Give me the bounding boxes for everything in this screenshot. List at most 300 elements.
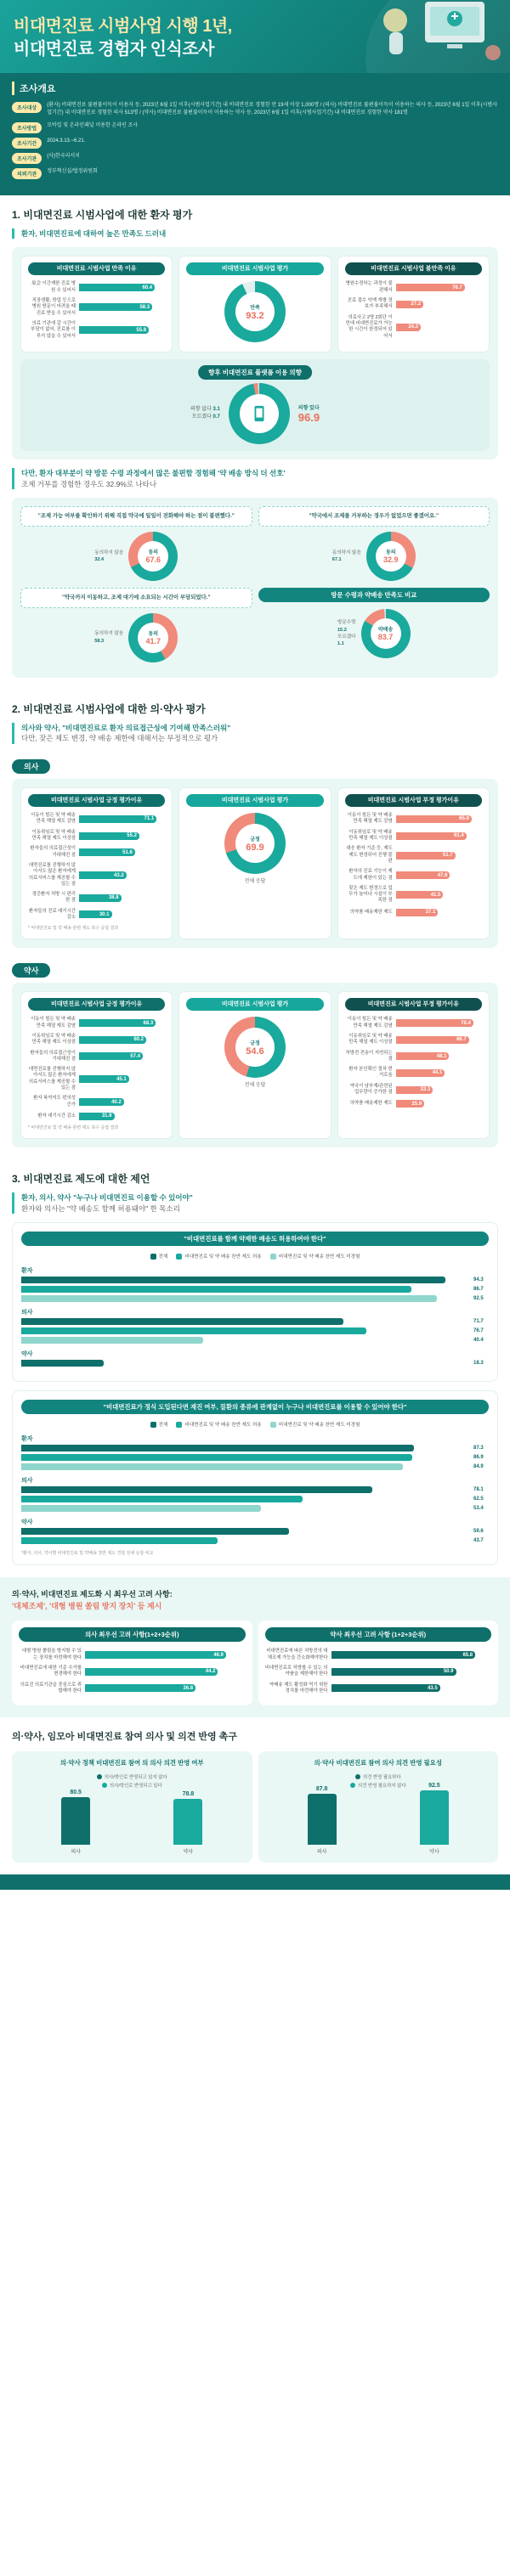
- donut-center: [138, 541, 168, 572]
- bar-track: [21, 1286, 471, 1293]
- bar-row: [345, 886, 482, 905]
- bar-fill: [21, 1505, 261, 1512]
- bar-row: [345, 909, 482, 916]
- bar-track: [21, 1360, 471, 1367]
- donut-center: [235, 824, 275, 863]
- bar-value: 51.7: [442, 853, 453, 859]
- bar-row: [345, 813, 482, 826]
- card-pharmacist-rating: [178, 991, 331, 1139]
- legend-value: 67.1: [332, 556, 342, 562]
- group-pharmacist: [21, 1350, 489, 1367]
- group-label: 의사: [21, 1310, 33, 1316]
- bar-track: [396, 815, 482, 823]
- legend-value: 3.1: [212, 406, 220, 412]
- group-label: 환자: [21, 1436, 33, 1443]
- bar-value: 40.2: [111, 1099, 122, 1105]
- bar-value: 92.5: [428, 1782, 440, 1789]
- bar-track: [396, 1069, 482, 1077]
- bar-value: 48.1: [436, 1053, 447, 1059]
- bar-value: 76.7: [473, 1328, 484, 1334]
- bar-track: [332, 1668, 492, 1676]
- donut-chart: [186, 281, 323, 342]
- bar-track: [396, 324, 482, 331]
- bar-label: 이동취임로 및 약 배송 만족 해열 제도 이상점: [31, 829, 76, 842]
- bar-label: 비대면진료로 처방할 수 있는 의약품을 제한해야 한다: [264, 1666, 328, 1677]
- bar-label: 대면진료를 진행하지 않아서도 많은 환자에게 의료서비스를 제공할 수 있는 점: [28, 1067, 76, 1091]
- bar-fill: [332, 1651, 476, 1659]
- bar-value: 44.2: [205, 1669, 216, 1675]
- bar-row: [21, 1277, 489, 1283]
- bar-track: [21, 1454, 471, 1461]
- main-label: 의향 있다: [298, 405, 320, 411]
- bar-value: 68.3: [143, 1020, 154, 1026]
- bar-row: [345, 1034, 482, 1046]
- bar-row: [21, 1295, 489, 1302]
- bar-value: 45.1: [116, 1076, 127, 1082]
- bar-fill: [79, 1036, 146, 1044]
- main-value: 96.9: [298, 410, 320, 424]
- bar-track: [79, 1098, 165, 1106]
- card-dissatisfaction-reasons: [337, 256, 490, 352]
- future-use-chart: [20, 359, 490, 451]
- legend-value: 15.2: [337, 627, 347, 633]
- bar-fill: [79, 1098, 124, 1106]
- legend-label: 비대면진료 및 약 배송 찬반 제도 허용: [184, 1423, 262, 1429]
- section-5: [0, 1717, 510, 1874]
- info-row: [12, 153, 498, 164]
- mini-legend: [332, 550, 361, 564]
- bar-fill: [79, 848, 135, 856]
- bar-value: 24.3: [408, 324, 419, 330]
- legend-label: 비대면진료 및 약 배송 찬반 제도 미경험: [278, 1254, 360, 1260]
- bar-row: [21, 1486, 489, 1493]
- bar-fill: [79, 1019, 156, 1027]
- bar-track: [396, 1052, 482, 1060]
- card-header: 비대면진료 시범사업 불만족 이유: [345, 262, 482, 275]
- bar-value: 66.7: [456, 1037, 467, 1043]
- doctor-card-row: [20, 787, 490, 939]
- bar-caption: 약사: [183, 1849, 194, 1855]
- bar-track: [396, 1019, 482, 1027]
- bar-row: [28, 892, 165, 905]
- section-1-cards: [20, 256, 490, 352]
- bar-value: 86.9: [473, 1455, 484, 1461]
- subhead-doctor: 의사: [12, 759, 50, 774]
- bar-caption: 의사: [71, 1849, 81, 1855]
- bar-value: 57.4: [130, 1053, 140, 1059]
- card-opinion-needed: [258, 1751, 499, 1862]
- legend-label: 비대면진료 및 약 배송 찬반 제도 미경험: [278, 1423, 360, 1429]
- bar-track: [79, 894, 165, 902]
- bar-track: [79, 910, 165, 918]
- bar-label: 이동이 힘든 및 약 배송 만족 해열 제도 감염: [31, 813, 76, 825]
- legend-item: [176, 1421, 261, 1428]
- card-header: 비대면진료 시범사업 평가: [186, 794, 323, 807]
- info-tag: 조사기간: [12, 138, 42, 149]
- bar-value: 55.8: [136, 327, 147, 333]
- legend-item: [190, 414, 220, 421]
- section-4-cards: [12, 1621, 498, 1705]
- info-tag: 조사기관: [12, 153, 42, 164]
- bar-track: [79, 326, 165, 334]
- bar-fill: [332, 1684, 440, 1692]
- bar-row: [345, 1017, 482, 1029]
- bar-value: 78.8: [182, 1790, 195, 1797]
- bar-fill: [396, 1052, 450, 1060]
- donut-ring: [229, 383, 290, 444]
- donut-label: 긍정: [250, 837, 260, 843]
- legend-label: 동의하지 않음: [94, 631, 124, 637]
- hero-illustration-icon: [374, 0, 502, 68]
- bar-fill: [79, 1113, 115, 1120]
- bar-row: [19, 1666, 246, 1678]
- bar-track: [79, 1036, 165, 1044]
- bar-fill: [396, 324, 421, 331]
- donut-caption: 전체 응답: [244, 1083, 266, 1089]
- bar-fill: [21, 1327, 366, 1334]
- bar-track: [79, 1113, 165, 1120]
- section-2-heading: 비대면진료 시범사업에 대한 의·약사 평가: [23, 702, 206, 715]
- bar-track: [85, 1651, 246, 1659]
- bar-label: 환자 대기시간 감소: [37, 1113, 76, 1119]
- donut-chart: [186, 813, 323, 884]
- bar-label: 직장생활, 학업 등으로 병원 방문이 어려울 때 진료 받을 수 있어서: [31, 298, 76, 316]
- card-pharmacist-negative: [337, 991, 490, 1139]
- card-pharmacist-positive: [20, 991, 173, 1139]
- section-3-chart-1: [12, 1222, 498, 1382]
- bar-track: [79, 303, 165, 311]
- bar-track: [396, 301, 482, 308]
- bar-track: [21, 1463, 471, 1470]
- title-line-1: 비대면진료 시범사업 시행 1년,: [14, 17, 232, 36]
- donut-ring: [361, 609, 411, 658]
- pharmacist-card-row: [20, 991, 490, 1139]
- card-doctor-rating: [178, 787, 331, 939]
- section-1-heading: 비대면진료 시범사업에 대한 환자 평가: [23, 208, 193, 221]
- group-label: 의사: [21, 1478, 33, 1485]
- bar-label: 이동이 힘든 및 약 배송 만족 해열 제도 감염: [347, 813, 393, 825]
- section-2-title: [12, 702, 498, 716]
- legend-label: 전체: [158, 1423, 168, 1429]
- bar-track: [396, 832, 482, 840]
- donut-center: [138, 623, 168, 653]
- legend-label: 비대면진료 및 약 배송 찬반 제도 허용: [184, 1254, 262, 1260]
- bar-value: 87.3: [473, 1446, 484, 1451]
- bar-value: 58.3: [139, 304, 150, 310]
- subhead-pharmacist: 약사: [12, 963, 50, 978]
- bar-value: 65.9: [459, 816, 469, 822]
- mini-legend: [94, 550, 123, 564]
- bar-fill: [85, 1668, 218, 1676]
- bar-value: 18.3: [473, 1361, 484, 1367]
- bar-row: [28, 321, 165, 340]
- donut-caption: 전체 응답: [244, 879, 266, 885]
- bar-row: [28, 909, 165, 922]
- section-3-title: [12, 1171, 498, 1186]
- bar-fill: [79, 894, 122, 902]
- card-header: 비대면진료 시범사업 평가: [186, 262, 323, 275]
- bar-fill: [420, 1790, 449, 1845]
- bar-value: 80.5: [70, 1789, 82, 1795]
- bar-track: [21, 1537, 471, 1544]
- bar-fill: [396, 871, 450, 879]
- bar-label: 이동이 힘든 및 약 배송 만족 해열 제도 감염: [347, 1017, 393, 1029]
- bar-row: [265, 1666, 492, 1678]
- bar-track: [21, 1505, 471, 1512]
- bar-track: [396, 1036, 482, 1044]
- future-use-main: [298, 403, 320, 424]
- bar-value: 44.1: [432, 1070, 443, 1076]
- bar-track: [79, 1075, 165, 1083]
- donut-value: 69.9: [246, 842, 264, 853]
- bar-value: 60.4: [142, 285, 153, 290]
- bar-fill: [79, 832, 139, 840]
- legend-item: [270, 1253, 360, 1260]
- bar-label: 의약품 배송제한 제도: [349, 1101, 393, 1107]
- legend-value: 58.3: [94, 638, 105, 644]
- info-text: 모바일 및 온라인패널 이용한 온라인 조사: [47, 122, 139, 128]
- bar-row: [345, 281, 482, 294]
- bar-value: 71.1: [144, 816, 155, 822]
- section-5-title: 의·약사, 임모아 비대면진료 참여 의사 및 의견 반영 촉구: [12, 1732, 237, 1743]
- section-2-number: 2.: [12, 702, 21, 715]
- bar-track: [21, 1277, 471, 1283]
- bar-label: 환자의 진료 기능이 제도에 제한이 있는 점: [348, 869, 393, 881]
- section-1: [0, 195, 510, 690]
- compare-donut: [258, 609, 490, 658]
- quote-pair-2: [20, 588, 490, 662]
- bar-fill: [85, 1684, 196, 1692]
- bar-label: 이동이 힘든 및 약 배송 만족 해열 제도 감염: [31, 1017, 76, 1029]
- group-doctor: [21, 1476, 489, 1512]
- section-3-lead: [12, 1192, 498, 1215]
- bar-fill: [396, 815, 472, 823]
- bar-fill: [21, 1445, 414, 1451]
- quote-col: [258, 506, 490, 581]
- donut-center: [235, 292, 275, 331]
- bar-row: [28, 813, 165, 826]
- chart-note: * 비대면진료 및 약 배송 관련 제도 복수 응답 결과: [28, 926, 119, 932]
- section-1b-lead: [12, 468, 498, 490]
- bar-track: [21, 1445, 471, 1451]
- donut-label: 동의: [148, 632, 159, 638]
- legend-label: 모르겠다: [191, 414, 212, 420]
- bar-track: [79, 815, 165, 823]
- donut-pair: [20, 532, 252, 581]
- bar-value: 60.2: [133, 1037, 144, 1043]
- bar-row: [28, 1113, 165, 1120]
- mini-legend: [94, 630, 123, 645]
- quote-text: "약국까지 이동하고, 조제 대기에 소요되는 시간이 부담되었다.": [20, 588, 252, 608]
- bar-fill: [21, 1295, 437, 1302]
- lead-line-2: '대체조제', '대형 병원 쏠림 방지 장치' 등 제시: [12, 1601, 162, 1610]
- bar-row: [21, 1327, 489, 1334]
- bar-label: 이동취임로 및 약 배송 만족 해열 제도 이상점: [348, 1033, 393, 1046]
- bar-value: 37.1: [425, 910, 436, 916]
- donut-value: 32.9: [382, 555, 399, 565]
- card-header: 의·약사 정책 비대면진료 참여 의 의사 의견 반영 여부: [60, 1759, 204, 1767]
- bar-fill: [173, 1799, 202, 1845]
- group-label: 약사: [21, 1351, 33, 1358]
- bar-row: [19, 1683, 246, 1695]
- bar-label: 이동취임로 및 약 배송 만족 해열 제도 이상점: [31, 1033, 76, 1046]
- bar-row: [28, 1096, 165, 1108]
- bar-track: [79, 871, 165, 879]
- bar-group: [385, 1783, 484, 1855]
- bar-value: 40.4: [473, 1338, 484, 1344]
- bar-label: 의료 기관에 갈 시간이 부담이 없어, 진료를 이루지 않을 수 있어서: [31, 320, 76, 339]
- legend-value: 32.4: [94, 556, 105, 562]
- future-use-title: 향후 비대면진료 플랫폼 이용 의향: [198, 365, 312, 380]
- bar-fill: [21, 1454, 412, 1461]
- bar-value: 41.5: [430, 892, 441, 898]
- card-header: 의사 최우선 고려 사항(1+2+3순위): [19, 1627, 246, 1642]
- bar-value: 62.5: [473, 1497, 484, 1502]
- bar-row: [28, 1017, 165, 1029]
- bar-fill: [79, 815, 156, 823]
- bar-fill: [21, 1337, 203, 1344]
- section-4: [0, 1577, 510, 1717]
- bar-value: 30.1: [99, 911, 110, 917]
- compare-col: [258, 588, 490, 662]
- lead-line-2: 환자와 의사는 "약 배송도 함께 허용돼야" 한 목소리: [21, 1203, 180, 1213]
- legend-label: 의사/학인로 반영되고 있지 않다: [104, 1774, 167, 1780]
- bar-group: [26, 1790, 125, 1855]
- section-3-number: 3.: [12, 1172, 21, 1185]
- mini-legend: [337, 619, 356, 648]
- bar-fill: [396, 832, 467, 840]
- bar-track: [332, 1651, 492, 1659]
- section-1-lead: 환자, 비대면진료에 대하여 높은 만족도 드러내: [12, 228, 498, 240]
- quote-col: [20, 506, 252, 581]
- bar-track: [85, 1668, 246, 1676]
- legend-item: [355, 1773, 401, 1780]
- legend-item: [190, 406, 220, 414]
- card-header: 비대면진료 시범사업 부정 평가이유: [345, 998, 482, 1011]
- group-doctor: [21, 1308, 489, 1344]
- bar-fill: [396, 891, 444, 899]
- group-label: 약사: [21, 1519, 33, 1526]
- bar-row: [21, 1454, 489, 1461]
- bar-fill: [396, 1086, 434, 1094]
- bar-row: [28, 1034, 165, 1046]
- bar-row: [345, 1067, 482, 1079]
- info-row: [12, 102, 498, 118]
- bar-value: 43.2: [114, 872, 124, 878]
- donut-value: 54.6: [246, 1046, 264, 1057]
- lead-line-2: 다만, 잦은 제도 변경, 약 배송 제한에 대해서는 부정적으로 평가: [21, 734, 218, 743]
- bar-row: [265, 1683, 492, 1695]
- chart-footnote: *환자, 의사, 약사별 비대면진료 및 약배송 찬반 제도 경험 전체 응답 비교: [21, 1551, 154, 1557]
- bar-row: [345, 846, 482, 865]
- info-text: 2024.3.13.~6.21.: [47, 138, 86, 144]
- legend-label: 의향 없다: [190, 406, 212, 412]
- bar-fill: [79, 1052, 143, 1060]
- bar-track: [396, 1100, 482, 1108]
- donut-pair: [258, 532, 490, 581]
- bar-value: 53.4: [473, 1506, 484, 1512]
- card-satisfaction-reasons: [20, 256, 173, 352]
- info-text: (환자) 비대면진료 불편불이득이 이용자 등, 2023년 6월 1일 이후(시범사업기간) 내 비대면진료 경험한 만 19세 이상 1,000명 / (의사) 비대면진료 불편불이득이 이용하는 의사 등, 2023년 6월 1일 이후(시범사업기간) 내 비대면진료 경험한 의사 513명 / (약사) 비대면진료 불편불이득이 이용하는 약사 등, 2023년 6월 1일 이후(시범사업기간) 내 비대면진료 경험한 약사 181명: [47, 103, 497, 116]
- bar-row: [21, 1318, 489, 1325]
- legend-item: [176, 1253, 261, 1260]
- donut-center: [235, 1028, 275, 1067]
- bar-row: [345, 830, 482, 843]
- bar-value: 76.7: [452, 285, 462, 290]
- bar-row: [19, 1649, 246, 1661]
- group-patient: [21, 1435, 489, 1470]
- legend-label: 의사/학인로 반영되고 있다: [109, 1783, 162, 1789]
- legend-label: 동의하지 않음: [332, 550, 361, 555]
- bar-track: [21, 1318, 471, 1325]
- donut-ring: [128, 613, 178, 662]
- donut-label: 긍정: [250, 1040, 260, 1046]
- bar-row: [265, 1649, 492, 1661]
- bar-row: [21, 1528, 489, 1535]
- lead-line-1: 다만, 환자 대부분이 약 방문 수령 과정에서 많은 불편함 경험해 '약 배송 방식 더 선호': [21, 468, 286, 477]
- donut-ring: [224, 813, 286, 874]
- bar-label: 비대면진료에 따른 처방전의 대체조제 가능을 간소화해야한다: [266, 1649, 328, 1660]
- group-patient: [21, 1266, 489, 1302]
- card-overall-rating: [178, 256, 331, 352]
- vertical-bars: [20, 1789, 245, 1855]
- bar-fill: [21, 1277, 445, 1283]
- group-label: 환자: [21, 1268, 33, 1275]
- card-doctor-negative: [337, 787, 490, 939]
- chart-1-title: "비대면진료를 함께 약제한 배송도 허용하여야 한다": [21, 1232, 489, 1246]
- donut-ring: [128, 532, 178, 581]
- info-text: 정부혁신실/법정위원회: [47, 168, 98, 174]
- bar-value: 71.7: [473, 1319, 484, 1325]
- info-tag: 의뢰기관: [12, 168, 42, 179]
- donut-value: 83.7: [377, 633, 394, 642]
- section-1-title: [12, 207, 498, 222]
- bar-fill: [85, 1651, 226, 1659]
- donut-label: 동의: [148, 550, 159, 556]
- legend-label: 의견 반영 필요하다: [362, 1774, 401, 1780]
- hero-header: [0, 0, 510, 73]
- bar-fill: [332, 1668, 456, 1676]
- bar-value: 43.5: [427, 1685, 438, 1691]
- bar-value: 47.6: [437, 872, 448, 878]
- bar-track: [21, 1486, 471, 1493]
- bar-fill: [396, 301, 423, 308]
- donut-label: 만족: [250, 305, 260, 311]
- bar-track: [79, 1019, 165, 1027]
- bar-fill: [79, 871, 127, 879]
- bar-label: 경증환자 처방 시 편리한 점: [31, 892, 76, 904]
- bar-value: 31.9: [101, 1113, 112, 1119]
- bar-label: 의료진 의료기관을 중심으로 취합해야 한다: [20, 1682, 82, 1694]
- bar-value: 46.9: [213, 1652, 224, 1658]
- legend-label: 동의하지 않음: [94, 550, 124, 555]
- bar-track: [79, 1052, 165, 1060]
- bar-fill: [79, 303, 152, 311]
- card-doctor-positive: [20, 787, 173, 939]
- bar-track: [396, 891, 482, 899]
- bar-fill: [396, 284, 465, 291]
- donut-center: [376, 541, 406, 572]
- bar-row: [21, 1505, 489, 1512]
- page-title: [14, 15, 496, 61]
- bar-label: 병원수정하는 과정이 불편해서: [345, 281, 393, 293]
- bar-label: 환자들의 의료접근성이 기대해진 점: [30, 1050, 76, 1062]
- bar-row: [345, 1100, 482, 1108]
- bar-value: 27.2: [411, 302, 422, 307]
- bar-row: [28, 1051, 165, 1063]
- card-header: 비대면진료 시범사업 긍정 평가이유: [28, 998, 165, 1011]
- bar-label: 환자들의 의료접근성이 기대해진 점: [30, 846, 76, 858]
